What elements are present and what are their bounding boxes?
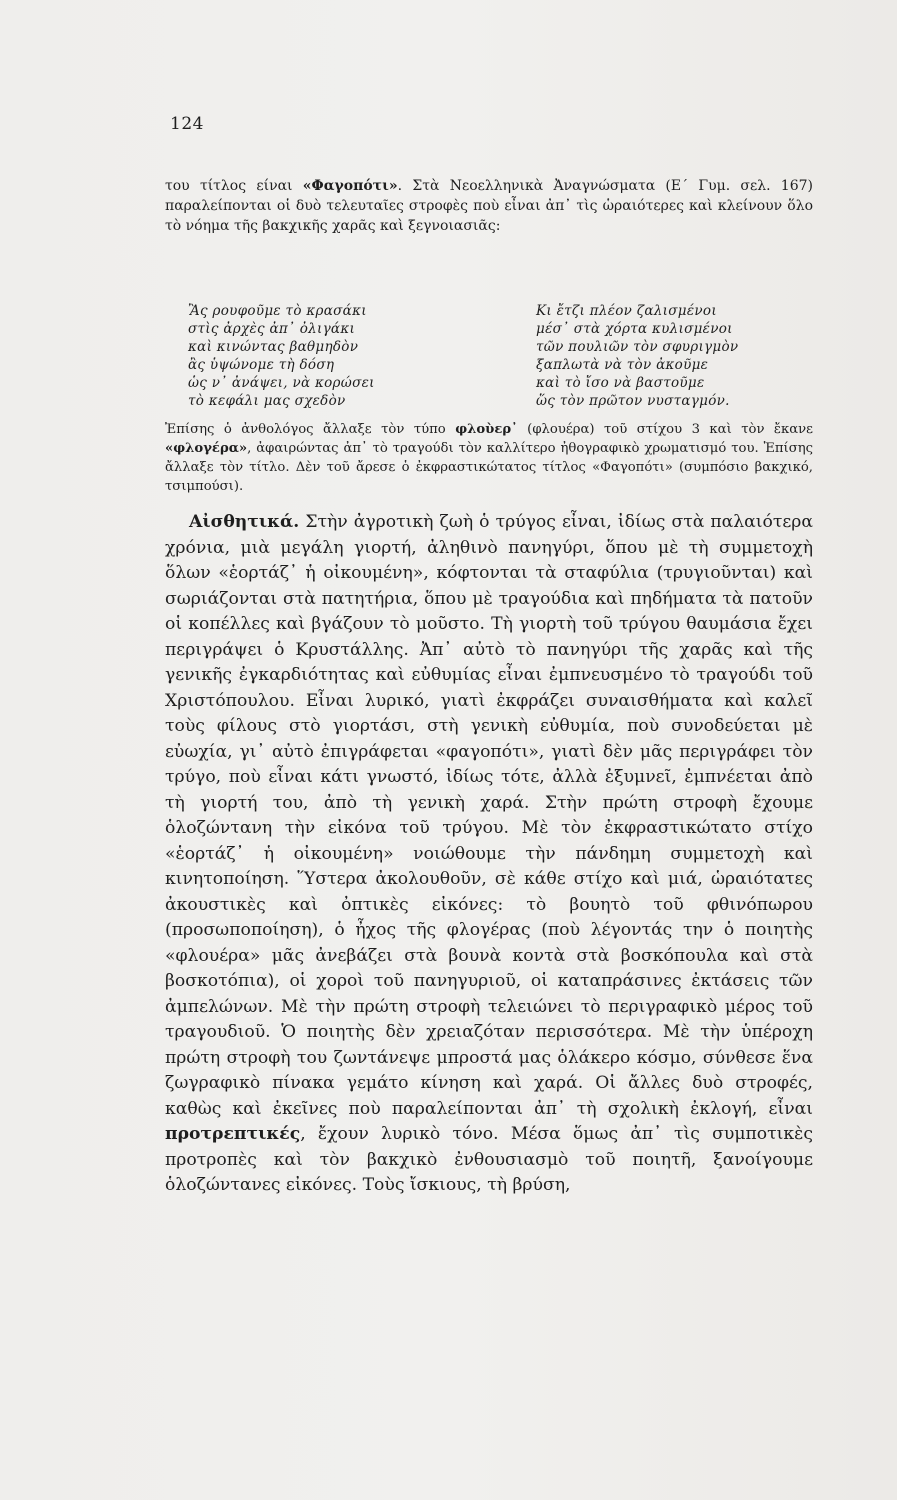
body-bold: προτρεπτικές	[165, 1124, 301, 1144]
aesthetics-section	[165, 510, 813, 1199]
poem-line: Κι ἔτζι πλέον ζαλισμένοι	[536, 303, 717, 319]
intro-text-1: του τίτλος είναι	[165, 178, 303, 194]
poem-line: ὡς ν᾽ ἀνάψει, νὰ κορώσει	[188, 375, 375, 391]
editorial-note	[165, 420, 813, 496]
poem-line: τῶν πουλιῶν τὸν σφυριγμὸν	[536, 339, 739, 355]
poem-line: καὶ κινώντας βαθμηδὸν	[188, 339, 359, 355]
intro-text-2: . Στὰ Νεοελληνικὰ Ἀναγνώσματα (Ε΄ Γυμ. σελ. 167) παραλείπονται οἱ δυὸ τελευταῖες στροφὲς ποὺ εἶναι ἀπ᾽ τὶς ὡραιότερες καὶ κλείνουν ὅλο τὸ νόημα τῆς βακχικῆς χαρᾶς καὶ ξεγνοιασιᾶς:	[165, 178, 813, 234]
poem-line: καὶ τὸ ἴσο νὰ βαστοῦμε	[536, 375, 705, 391]
intro-title-bold: «Φαγοπότι»	[302, 178, 398, 194]
poem-line: ξαπλωτὰ νὰ τὸν ἀκοῦμε	[536, 357, 709, 373]
note-text-2: (φλουέρα) τοῦ στίχου 3 καὶ τὸν ἔκανε	[517, 422, 813, 437]
poem-line: Ἂς ρουφοῦμε τὸ κρασάκι	[188, 303, 367, 319]
poem-line: ὥς τὸν πρῶτον νυσταγμόν.	[536, 393, 730, 409]
body-text-2: , ἔχουν λυρικὸ τόνο. Μέσα ὅμως ἀπ᾽ τὶς συμποτικὲς προτροπὲς καὶ τὸν βακχικὸ ἐνθουσιασμὸ τοῦ ποιητῆ, ξανοίγουμε ὁλοζώντανες εἰκόνες. Τοὺς ἴσκιους, τὴ βρύση,	[165, 1124, 813, 1195]
poem-line: στὶς ἀρχὲς ἀπ᾽ ὀλιγάκι	[188, 321, 356, 337]
note-bold-1: φλοὺερ᾽	[455, 422, 518, 437]
poem-line: μέσ᾽ στὰ χόρτα κυλισμένοι	[536, 321, 733, 337]
note-text-3: , ἀφαιρώντας ἀπ᾽ τὸ τραγούδι τὸν καλλίτερο ἠθογραφικὸ χρωματισμό του. Ἐπίσης ἄλλαξε τὸν τίτλο. Δὲν τοῦ ἄρεσε ὁ ἐκφραστικώτατος τίτλος «Φαγοπότι» (συμπόσιο βακχικό, τσιμπούσι).	[165, 441, 813, 494]
note-text-1: Ἐπίσης ὁ ἀνθολόγος ἄλλαξε τὸν τύπο	[165, 422, 456, 437]
intro-paragraph	[165, 176, 813, 236]
section-heading: Αἰσθητικά.	[189, 512, 300, 532]
poem-stanza-right	[536, 302, 738, 410]
page-number: 124	[170, 114, 204, 134]
body-text-1: Στὴν ἀγροτικὴ ζωὴ ὁ τρύγος εἶναι, ἰδίως στὰ παλαιότερα χρόνια, μιὰ μεγάλη γιορτή, ἀληθινὸ πανηγύρι, ὅπου μὲ τὴ συμμετοχὴ ὅλων «ἑορτάζ᾽ ἡ οἰκουμένη», κόφτονται τὰ σταφύλια (τρυγιοῦνται) καὶ σωριάζονται στὰ πατητήρια, ὅπου μὲ τραγούδια καὶ πηδήματα τὰ πατοῦν οἱ κοπέλλες καὶ βγάζουν τὸ μοῦστο. Τὴ γιορτὴ τοῦ τρύγου θαυμάσια ἔχει περιγράψει ὁ Κρυστάλλης. Ἀπ᾽ αὐτὸ τὸ πανηγύρι τῆς χαρᾶς καὶ τῆς γενικῆς ἐγκαρδιότητας καὶ εὐθυμίας εἶναι ἐμπνευσμένο τὸ τραγούδι τοῦ Χριστόπουλου. Εἶναι λυρικό, γιατὶ ἐκφράζει συναισθήματα καὶ καλεῖ τοὺς φίλους στὸ γιορτάσι, στὴ γενικὴ εὐθυμία, ποὺ συνοδεύεται μὲ εὐωχία, γι᾽ αὐτὸ ἐπιγράφεται «φαγοπότι», γιατὶ δὲν μᾶς περιγράφει τὸν τρύγο, ποὺ εἶναι κάτι γνωστό, ἰδίως τότε, ἀλλὰ ἐξυμνεῖ, ἐμπνέεται ἀπὸ τὴ γιορτή του, ἀπὸ τὴ γενικὴ χαρά. Στὴν πρώτη στροφὴ ἔχουμε ὁλοζώντανη τὴν εἰκόνα τοῦ τρύγου. Μὲ τὸν ἐκφραστικώτατο στίχο «ἑορτάζ᾽ ἡ οἰκουμένη» νοιώθουμε τὴν πάνδημη συμμετοχὴ καὶ κινητοποίηση. Ὕστερα ἀκολουθοῦν, σὲ κάθε στίχο καὶ μιά, ὡραιότατες ἀκουστικὲς καὶ ὀπτικὲς εἰκόνες: τὸ βουητὸ τοῦ φθινόπωρου (προσωποποίηση), ὁ ἦχος τῆς φλογέρας (ποὺ λέγοντάς την ὁ ποιητὴς «φλουέρα» μᾶς ἀνεβάζει στὰ βουνὰ κοντὰ στὰ βοσκόπουλα καὶ στὰ βοσκοτόπια), οἱ χοροὶ τοῦ πανηγυριοῦ, οἱ καταπράσινες ἐκτάσεις τῶν ἀμπελώνων. Μὲ τὴν πρώτη στροφὴ τελειώνει τὸ περιγραφικὸ μέρος τοῦ τραγουδιοῦ. Ὁ ποιητὴς δὲν χρειαζόταν περισσότερα. Μὲ τὴν ὑπέροχη πρώτη στροφὴ του ζωντάνεψε μπροστά μας ὁλάκερο κόσμο, σύνθεσε ἕνα ζωγραφικὸ πίνακα γεμάτο κίνηση καὶ χαρά. Οἱ ἄλλες δυὸ στροφές, καθὼς καὶ ἐκεῖνες ποὺ παραλείπονται ἀπ᾽ τὴ σχολικὴ ἐκλογή, εἶναι	[165, 512, 813, 1119]
poem-stanza-left	[188, 302, 375, 410]
poem-line: τὸ κεφάλι μας σχεδὸν	[188, 393, 346, 409]
note-bold-2: «φλογέρα»	[165, 441, 248, 456]
poem-line: ἂς ὑψώνομε τὴ δόση	[188, 357, 335, 373]
